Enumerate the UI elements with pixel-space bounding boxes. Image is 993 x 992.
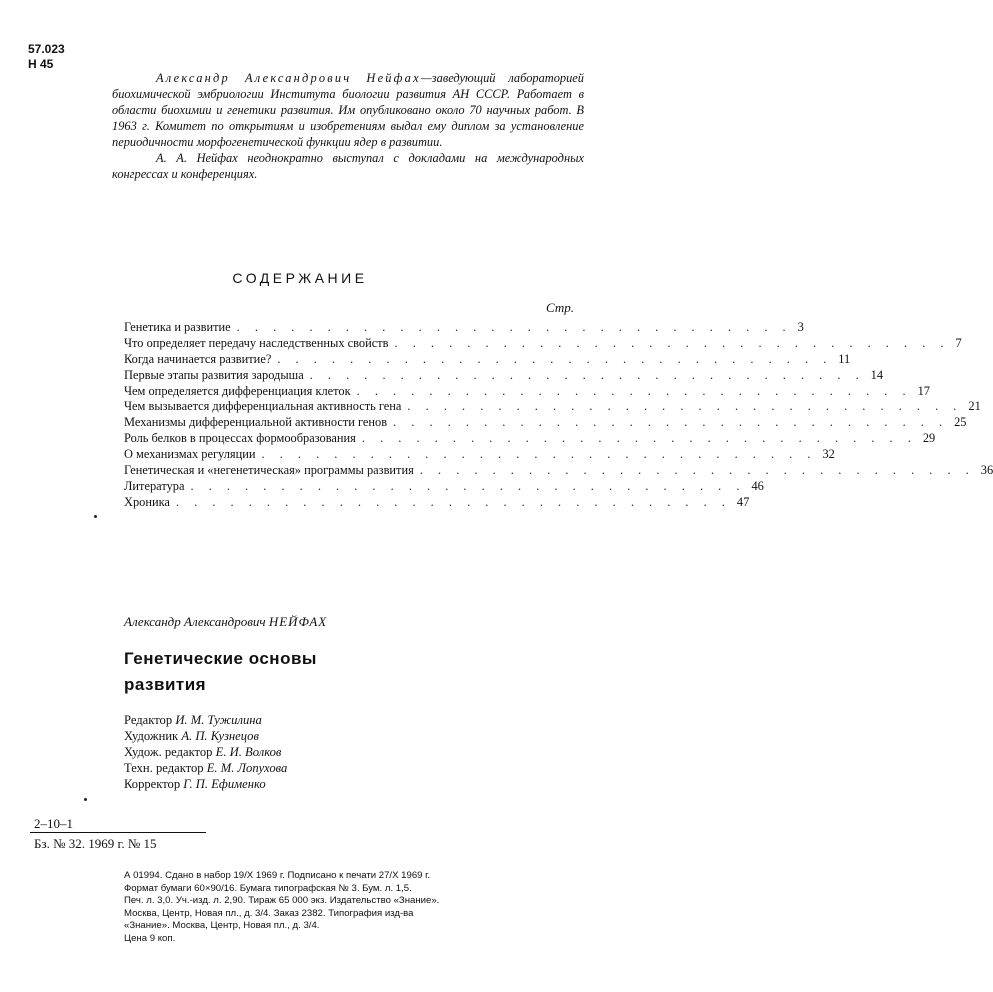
toc-leader-dots: . . . . . . . . . . . . . . . . . . . . . . . . . . . . . . . [277,351,833,366]
toc-item-page: 46 [751,478,764,493]
toc-item-title: Когда начинается развитие? [124,351,272,366]
toc-item [124,399,981,415]
imprint-line: А 01994. Сдано в набор 19/X 1969 г. Подписано к печати 27/X 1969 г. [124,870,431,881]
toc-item [124,383,930,400]
book-author-given-names: Александр Александрович [124,614,266,629]
toc-item-title: Генетика и развитие [124,320,231,334]
toc-item-title: Чем вызывается дифференциальная активность гена [124,399,402,414]
toc-item-page: 29 [922,431,936,446]
credits-list [124,712,287,792]
toc-item-title: Механизмы дифференциальной активности генов [124,415,388,430]
toc-leader-dots: . . . . . . . . . . . . . . . . . . . . . . . . . . . . . . . [419,463,975,478]
toc-item-page: 32 [822,447,835,462]
divider [30,832,206,833]
toc-item-title: Роль белков в процессах формообразования [124,431,356,446]
bio-author-name: Александр Александрович Нейфах [156,71,421,85]
book-title-line-1: Генетические основы [124,649,317,668]
book-title [124,646,317,698]
toc-leader-dots: . . . . . . . . . . . . . . . . . . . . . . . . . . . . . . . [236,320,792,334]
toc-leader-dots: . . . . . . . . . . . . . . . . . . . . . . . . . . . . . . . [175,494,731,509]
toc-item-page: 7 [955,335,962,350]
toc-leader-dots: . . . . . . . . . . . . . . . . . . . . . . . . . . . . . . . [394,335,950,350]
table-of-contents [124,320,993,511]
toc-item-page: 14 [870,367,884,382]
toc-item-title: Хроника [124,494,170,509]
book-title-line-2: развития [124,675,207,694]
toc-item-title: Чем определяется дифференциация клеток [124,383,351,398]
toc-item-page: 47 [736,494,750,509]
toc-item [124,415,967,431]
toc-item-title: Литература [124,478,185,493]
imprint [124,870,576,945]
credit-row [124,728,287,744]
toc-leader-dots: . . . . . . . . . . . . . . . . . . . . . . . . . . . . . . . [407,399,963,414]
imprint-line: Цена 9 коп. [124,932,176,944]
print-speck [84,798,87,801]
toc-leader-dots: . . . . . . . . . . . . . . . . . . . . . . . . . . . . . . . [261,447,817,462]
toc-page-column-label: Стр. [546,300,574,315]
credit-name: И. М. Тужилина [175,713,262,727]
bio-paragraph-2: А. А. Нейфах неоднократно выступал с докладами на международных конгрессах и конференциях. [112,151,584,181]
toc-leader-dots: . . . . . . . . . . . . . . . . . . . . . . . . . . . . . . . [356,383,912,398]
credit-name: Е. И. Волков [215,745,282,759]
credit-row [124,744,287,760]
toc-leader-dots: . . . . . . . . . . . . . . . . . . . . . . . . . . . . . . . [190,478,746,493]
credit-role: Корректор [124,777,181,791]
toc-item [124,431,936,447]
toc-item-page: 25 [954,415,967,430]
imprint-line: Москва, Центр, Новая пл., д. 3/4. Заказ 2382. Типография изд-ва [124,907,414,919]
toc-item-title: О механизмах регуляции [124,447,256,462]
toc-item-title: Что определяет передачу наследственных свойств [124,335,389,350]
toc-title: СОДЕРЖАНИЕ [232,270,368,286]
toc-item [124,494,750,511]
credit-role: Художник [124,729,179,743]
credit-row [124,776,287,792]
toc-item [124,320,804,336]
bio-paragraph-1 [112,70,584,150]
toc-item-page: 17 [917,383,930,398]
toc-item-page: 3 [797,320,804,334]
udc-line-2: Н 45 [28,57,54,71]
toc-leader-dots: . . . . . . . . . . . . . . . . . . . . . . . . . . . . . . . [393,415,949,430]
imprint-line: Печ. л. 3,0. Уч.-изд. л. 2,90. Тираж 65 000 экз. Издательство «Знание». [124,895,440,906]
udc-code [28,42,65,72]
toc-item-page: 36 [980,463,993,478]
credit-name: Е. М. Лопухова [206,761,288,775]
order-number: Бз. № 32. 1969 г. № 15 [34,836,157,851]
print-speck [94,515,97,518]
credit-name: А. П. Кузнецов [181,729,259,743]
book-author-surname: НЕЙФАХ [268,614,328,629]
toc-item [124,335,962,352]
toc-item-title: Первые этапы развития зародыша [124,367,304,382]
toc-item [124,478,764,495]
toc-leader-dots: . . . . . . . . . . . . . . . . . . . . . . . . . . . . . . . [309,367,865,382]
toc-item-page: 21 [968,399,981,414]
toc-item-title: Генетическая и «негенетическая» программы развития [124,463,414,478]
udc-line-1: 57.023 [28,42,65,56]
toc-item [124,463,993,479]
bio-paragraph-1-text: —заведующий лабораторией биохимической эмбриологии Института биологии развития АН СССР. Работает в области биохимии и генетики развития. Им опубликовано около 70 научных работ. В 1963 г. Комитет по открытиям и изобретениям выдал ему диплом за установление периодичности морфогенетической функции ядер в развитии. [112,71,585,149]
credit-role: Техн. редактор [124,761,204,775]
toc-item-page: 11 [838,351,851,366]
credit-role: Худож. редактор [124,745,213,759]
credit-role: Редактор [124,713,173,727]
imprint-line: «Знание». Москва, Центр, Новая пл., д. 3/4. [124,920,320,931]
credit-row [124,760,287,776]
toc-item [124,367,884,384]
credit-row [124,712,287,728]
author-bio [112,70,584,182]
imprint-line: Формат бумаги 60×90/16. Бумага типографская № 3. Бум. л. 1,5. [124,882,412,894]
index-code: 2–10–1 [34,816,73,831]
toc-item [124,351,851,368]
book-author [124,614,327,630]
toc-leader-dots: . . . . . . . . . . . . . . . . . . . . . . . . . . . . . . . [361,431,917,446]
toc-item [124,447,835,463]
credit-name: Г. П. Ефименко [183,777,266,791]
